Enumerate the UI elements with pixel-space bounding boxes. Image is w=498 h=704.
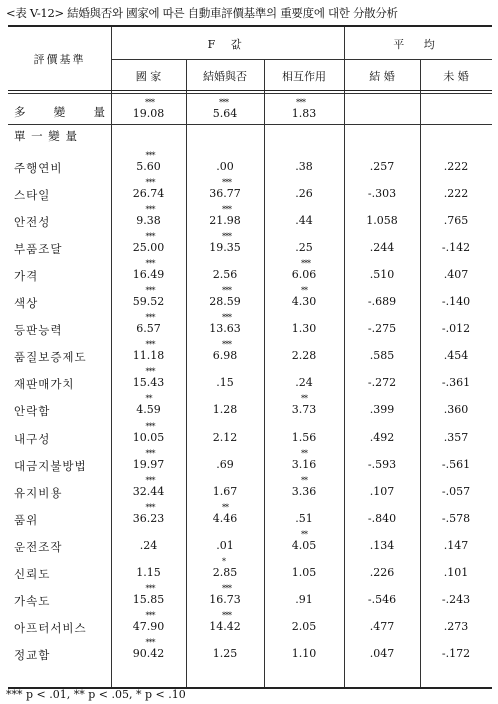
criterion-label: 안전성 xyxy=(14,215,51,229)
single-mean: -.578 xyxy=(441,512,471,525)
criterion-label: 운전조작 xyxy=(14,540,63,554)
interaction-f-value: 3.36 xyxy=(291,485,317,498)
significance-marker: *** xyxy=(145,313,155,322)
married-mean: .107 xyxy=(369,485,395,498)
interaction-column-header: 相互作用 xyxy=(282,70,326,83)
multivariate-marital-f: 5.64 xyxy=(212,107,238,120)
married-mean: .244 xyxy=(369,241,395,254)
significance-marker: ** xyxy=(301,476,307,485)
interaction-f-value: .38 xyxy=(295,160,313,173)
single-mean: .360 xyxy=(443,403,469,416)
country-f-value: 6.57 xyxy=(136,322,161,335)
criterion-label: 가속도 xyxy=(14,594,51,608)
significance-marker: *** xyxy=(222,286,231,295)
married-mean: .226 xyxy=(369,566,395,579)
single-mean: -.561 xyxy=(441,458,471,471)
single-mean: .147 xyxy=(443,539,469,552)
multivariate-label: 多 變 量 xyxy=(14,105,106,119)
interaction-f-value: 6.06 xyxy=(291,268,317,281)
significance-marker: *** xyxy=(145,367,155,376)
married-mean: -.689 xyxy=(367,295,397,308)
single-mean-header: 未 婚 xyxy=(443,70,469,83)
significance-marker: *** xyxy=(222,611,231,620)
interaction-f-value: .44 xyxy=(295,214,313,227)
significance-marker: *** xyxy=(145,584,155,593)
country-f-value: 5.60 xyxy=(136,160,161,173)
criterion-label: 내구성 xyxy=(14,432,51,446)
criterion-label: 정교함 xyxy=(14,648,51,662)
married-mean: .510 xyxy=(369,268,395,281)
criterion-label: 아프터서비스 xyxy=(14,621,87,635)
marital-f-value: 1.25 xyxy=(212,647,238,660)
significance-marker: *** xyxy=(145,340,155,349)
marital-f-value: .01 xyxy=(216,539,234,552)
header-rule xyxy=(8,90,492,91)
criterion-label: 주행연비 xyxy=(14,161,63,175)
single-mean: -.140 xyxy=(441,295,471,308)
country-f-value: 59.52 xyxy=(132,295,165,308)
single-mean: -.057 xyxy=(441,485,471,498)
country-f-value: 19.97 xyxy=(132,458,165,471)
significance-marker: *** xyxy=(222,584,231,593)
criterion-label: 등판능력 xyxy=(14,323,63,337)
significance-marker: *** xyxy=(145,476,155,485)
significance-marker: *** xyxy=(145,232,155,241)
significance-marker: ** xyxy=(301,286,307,295)
marital-f-value: 2.12 xyxy=(212,431,238,444)
married-mean: .492 xyxy=(369,431,395,444)
married-mean: -.546 xyxy=(367,593,397,606)
significance-marker: *** xyxy=(145,98,154,107)
single-mean: -.142 xyxy=(441,241,471,254)
country-f-value: 10.05 xyxy=(132,431,165,444)
married-mean: .585 xyxy=(369,349,395,362)
country-f-value: 1.15 xyxy=(136,566,161,579)
criterion-label: 부품조달 xyxy=(14,242,63,256)
significance-marker: *** xyxy=(296,98,305,107)
country-column-header: 國 家 xyxy=(135,70,162,83)
marital-f-value: .00 xyxy=(216,160,234,173)
married-mean: .257 xyxy=(369,160,395,173)
marital-f-value: 13.63 xyxy=(209,322,241,335)
married-mean: .047 xyxy=(369,647,395,660)
country-f-value: 32.44 xyxy=(132,485,165,498)
header-rule-double xyxy=(8,93,492,94)
married-mean-header: 結 婚 xyxy=(369,70,395,83)
interaction-f-value: 1.30 xyxy=(291,322,317,335)
criterion-label: 가격 xyxy=(14,269,39,283)
significance-marker: * xyxy=(222,557,225,566)
marital-f-value: 1.28 xyxy=(212,403,238,416)
interaction-f-value: 1.05 xyxy=(291,566,317,579)
significance-marker: *** xyxy=(222,178,231,187)
criterion-label: 품위 xyxy=(14,513,39,527)
significance-marker: *** xyxy=(145,449,155,458)
country-f-value: 15.85 xyxy=(132,593,165,606)
criterion-label: 스타일 xyxy=(14,188,51,202)
country-f-value: 47.90 xyxy=(132,620,165,633)
univariate-label: 單 一 變 量 xyxy=(14,129,78,143)
criterion-label: 안락함 xyxy=(14,404,51,418)
significance-marker: *** xyxy=(145,286,155,295)
multivariate-interaction-f: 1.83 xyxy=(291,107,317,120)
married-mean: .399 xyxy=(369,403,395,416)
marital-f-value: 1.67 xyxy=(212,485,238,498)
single-mean: .765 xyxy=(443,214,469,227)
marital-f-value: 19.35 xyxy=(209,241,241,254)
country-f-value: 11.18 xyxy=(132,349,165,362)
significance-marker: ** xyxy=(145,394,152,403)
marital-f-value: 28.59 xyxy=(209,295,241,308)
country-f-value: 15.43 xyxy=(132,376,165,389)
married-mean: .134 xyxy=(369,539,395,552)
interaction-f-value: 3.73 xyxy=(291,403,317,416)
f-value-header: F 값 xyxy=(207,38,248,51)
significance-marker: ** xyxy=(301,449,307,458)
header-subrule xyxy=(111,59,492,60)
married-mean: .477 xyxy=(369,620,395,633)
married-mean: -.840 xyxy=(367,512,397,525)
marital-f-value: 21.98 xyxy=(209,214,241,227)
single-mean: .222 xyxy=(443,160,469,173)
significance-marker: *** xyxy=(145,259,155,268)
significance-marker: *** xyxy=(145,178,155,187)
married-mean: 1.058 xyxy=(366,214,398,227)
significance-marker: ** xyxy=(301,394,307,403)
married-mean: -.593 xyxy=(367,458,397,471)
mean-header: 平 均 xyxy=(393,38,443,51)
single-mean: .222 xyxy=(443,187,469,200)
interaction-f-value: 4.30 xyxy=(291,295,317,308)
interaction-f-value: 2.28 xyxy=(291,349,317,362)
marital-f-value: 14.42 xyxy=(209,620,241,633)
single-mean: -.361 xyxy=(441,376,471,389)
single-mean: .357 xyxy=(443,431,469,444)
significance-marker: *** xyxy=(222,340,231,349)
anova-table xyxy=(8,25,492,689)
criterion-label: 색상 xyxy=(14,296,39,310)
interaction-f-value: 3.16 xyxy=(291,458,317,471)
married-mean: -.303 xyxy=(367,187,397,200)
married-mean: -.275 xyxy=(367,322,397,335)
multivariate-country-f: 19.08 xyxy=(132,107,165,120)
significance-marker: *** xyxy=(145,503,155,512)
significance-marker: *** xyxy=(222,313,231,322)
significance-marker: ** xyxy=(301,530,307,539)
interaction-f-value: 2.05 xyxy=(291,620,317,633)
criterion-label: 재판매가치 xyxy=(14,377,75,391)
criterion-label: 대금지불방법 xyxy=(14,459,87,473)
interaction-f-value: .25 xyxy=(295,241,313,254)
significance-marker: *** xyxy=(301,259,310,268)
section-rule xyxy=(8,124,492,125)
criterion-label: 유지비용 xyxy=(14,486,63,500)
marital-f-value: .69 xyxy=(216,458,234,471)
country-f-value: 25.00 xyxy=(132,241,165,254)
significance-marker: *** xyxy=(219,98,228,107)
country-f-value: 16.49 xyxy=(132,268,165,281)
interaction-f-value: .24 xyxy=(295,376,313,389)
marital-f-value: 4.46 xyxy=(212,512,238,525)
marital-f-value: 16.73 xyxy=(209,593,241,606)
marital-f-value: 6.98 xyxy=(212,349,238,362)
criterion-label: 품질보증제도 xyxy=(14,350,87,364)
country-f-value: 9.38 xyxy=(136,214,161,227)
married-mean: -.272 xyxy=(367,376,397,389)
marital-f-value: 2.56 xyxy=(212,268,238,281)
country-f-value: 36.23 xyxy=(132,512,165,525)
significance-marker: ** xyxy=(222,503,228,512)
interaction-f-value: 1.10 xyxy=(291,647,317,660)
single-mean: .273 xyxy=(443,620,469,633)
significance-marker: *** xyxy=(222,205,231,214)
marital-f-value: .15 xyxy=(216,376,234,389)
interaction-f-value: 4.05 xyxy=(291,539,317,552)
table-caption: <表 V-12> 結婚與否와 國家에 따른 自動車評價基準의 重要度에 대한 分散分析 xyxy=(6,6,398,20)
significance-marker: *** xyxy=(222,232,231,241)
significance-footnote: *** p < .01, ** p < .05, * p < .10 xyxy=(6,688,186,701)
significance-marker: *** xyxy=(145,422,155,431)
marital-column-header: 結婚與否 xyxy=(203,70,247,83)
marital-f-value: 36.77 xyxy=(209,187,241,200)
country-f-value: .24 xyxy=(139,539,158,552)
single-mean: .454 xyxy=(443,349,469,362)
country-f-value: 4.59 xyxy=(136,403,161,416)
single-mean: -.012 xyxy=(441,322,471,335)
marital-f-value: 2.85 xyxy=(212,566,238,579)
interaction-f-value: 1.56 xyxy=(291,431,317,444)
significance-marker: *** xyxy=(145,611,155,620)
country-f-value: 90.42 xyxy=(132,647,165,660)
interaction-f-value: .51 xyxy=(295,512,313,525)
single-mean: .101 xyxy=(443,566,469,579)
significance-marker: *** xyxy=(145,151,155,160)
single-mean: .407 xyxy=(443,268,469,281)
country-f-value: 26.74 xyxy=(132,187,165,200)
single-mean: -.172 xyxy=(441,647,471,660)
interaction-f-value: .26 xyxy=(295,187,313,200)
criteria-header: 評價基準 xyxy=(33,53,86,66)
interaction-f-value: .91 xyxy=(295,593,313,606)
criterion-label: 신뢰도 xyxy=(14,567,51,581)
single-mean: -.243 xyxy=(441,593,471,606)
significance-marker: *** xyxy=(145,205,155,214)
significance-marker: *** xyxy=(145,638,155,647)
